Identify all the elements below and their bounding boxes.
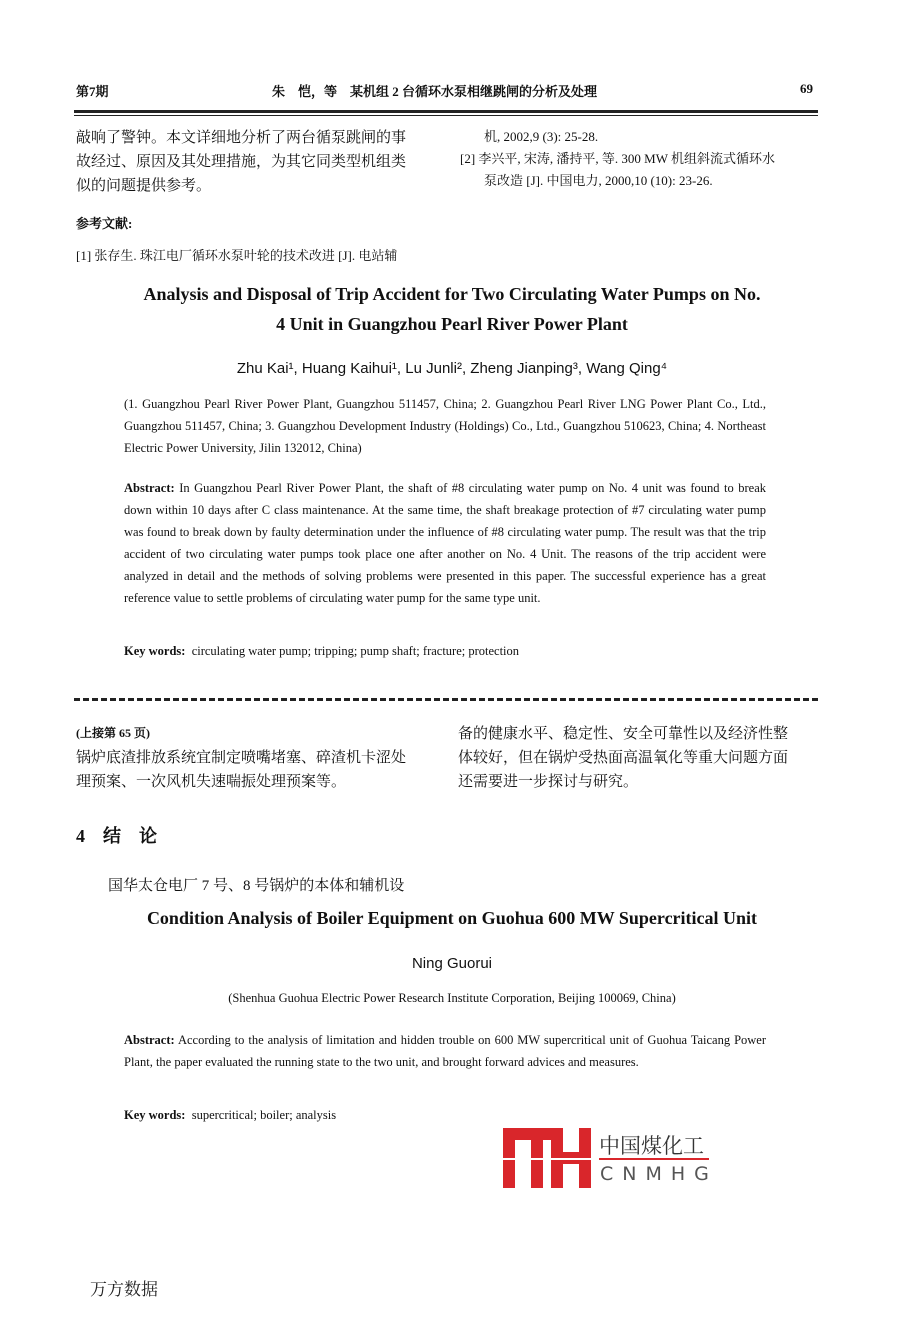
logo-en-text: CNMHG bbox=[600, 1163, 718, 1185]
middle-left-text bbox=[76, 746, 406, 794]
abstract-text: In Guangzhou Pearl River Power Plant, the shaft of #8 circulating water pump on No. 4 unit was found to break down within 10 days after C class maintenance. At the same time, the shaft breakage protection of #7 circulating water pump was found to break down by faulty determination under the influence of #8 circulating water pump. The result was that the trip accident of two circulating water pumps took place one after another on No. 4 Unit. The reasons of the trip accident were analyzed in detail and the methods of solving problems were presented in this paper. The successful experience has a great reference value to settle problems of circulating water pump for the same type unit. bbox=[124, 481, 766, 605]
text-line: 还需要进一步探讨与研究。 bbox=[458, 774, 639, 790]
header-rule-thin bbox=[74, 115, 818, 116]
text-line: 锅炉底渣排放系统宜制定喷嘴堵塞、碎渣机卡涩处 bbox=[76, 750, 407, 766]
abstract-text: According to the analysis of limitation and hidden trouble on 600 MW supercritical unit of Guohua Taicang Power Plant, the paper evaluated the running state to the two unit, and brought forward advices and measures. bbox=[124, 1033, 767, 1069]
watermark: 万方数据 bbox=[90, 1280, 158, 1300]
logo-mark-icon bbox=[503, 1128, 593, 1190]
text-line: 敲响了警钟。本文详细地分析了两台循泵跳闸的事 bbox=[76, 130, 407, 146]
issue-number: 第7期 bbox=[76, 84, 109, 99]
page-number: 69 bbox=[800, 81, 813, 96]
keywords-label: Key words: bbox=[124, 644, 186, 658]
logo-cn-text: 中国煤化工 bbox=[599, 1134, 704, 1158]
keywords-text: circulating water pump; tripping; pump shaft; fracture; protection bbox=[191, 644, 520, 658]
reference-2-cont: 泵改造 [J]. 中国电力, 2000,10 (10): 23-26. bbox=[484, 173, 713, 188]
keywords-label: Key words: bbox=[124, 1108, 186, 1122]
article1-authors: Zhu Kai¹, Huang Kaihui¹, Lu Junli², Zheng Jianping³, Wang Qing⁴ bbox=[236, 360, 668, 377]
cnmhg-logo bbox=[503, 1128, 718, 1190]
reference-1: [1] 张存生. 珠江电厂循环水泵叶轮的技术改进 [J]. 电站辅 bbox=[76, 248, 398, 263]
section-heading: 4 结 论 bbox=[76, 826, 157, 846]
article1-affiliations: (1. Guangzhou Pearl River Power Plant, Guangzhou 511457, China; 2. Guangzhou Pearl River LNG Power Plant Co., Ltd., Guangzhou 511457, China; 3. Guangzhou Development Industry (Holdings) Co., Ltd., Guangzhou 510623, China; 4. Northeast Electric Power University, Jilin 132012, China) bbox=[124, 397, 766, 455]
text-line: 体较好，但在锅炉受热面高温氧化等重大问题方面 bbox=[458, 750, 789, 766]
reference-1-cont: 机, 2002,9 (3): 25-28. bbox=[484, 129, 599, 144]
title-line: 4 Unit in Guangzhou Pearl River Power Plant bbox=[276, 314, 628, 334]
header-rule bbox=[74, 110, 818, 113]
text-line: 故经过、原因及其处理措施，为其它同类型机组类 bbox=[76, 154, 407, 170]
references-right bbox=[460, 126, 775, 192]
text-line: 似的问题提供参考。 bbox=[76, 178, 212, 194]
section-divider bbox=[74, 698, 818, 701]
keywords-text: supercritical; boiler; analysis bbox=[191, 1108, 337, 1122]
article2-keywords bbox=[124, 1104, 336, 1126]
article1-abstract bbox=[124, 477, 766, 609]
abstract-label: Abstract: bbox=[124, 481, 175, 495]
article1-title bbox=[0, 279, 904, 339]
article2-abstract bbox=[124, 1029, 766, 1073]
abstract-label: Abstract: bbox=[124, 1033, 175, 1047]
article2-affiliation: (Shenhua Guohua Electric Power Research Institute Corporation, Beijing 100069, China) bbox=[228, 991, 676, 1005]
intro-text bbox=[76, 126, 406, 198]
title-line: Analysis and Disposal of Trip Accident for Two Circulating Water Pumps on No. bbox=[143, 284, 761, 304]
article2-author: Ning Guorui bbox=[411, 955, 493, 972]
article1-keywords bbox=[124, 640, 519, 662]
middle-right-text bbox=[458, 722, 788, 794]
running-title: 朱 恺，等 某机组 2 台循环水泵相继跳闸的分析及处理 bbox=[272, 84, 598, 99]
logo-rule bbox=[599, 1158, 709, 1160]
references-heading: 参考文献: bbox=[76, 216, 133, 231]
text-line: 备的健康水平、稳定性、安全可靠性以及经济性整 bbox=[458, 726, 789, 742]
continued-note: (上接第 65 页) bbox=[76, 726, 150, 740]
conclusion-text: 国华太仓电厂 7 号、8 号锅炉的本体和辅机设 bbox=[108, 878, 405, 894]
text-line: 理预案、一次风机失速喘振处理预案等。 bbox=[76, 774, 347, 790]
article2-title: Condition Analysis of Boiler Equipment on Guohua 600 MW Supercritical Unit bbox=[146, 908, 758, 928]
reference-2: [2] 李兴平, 宋涛, 潘持平, 等. 300 MW 机组斜流式循环水 bbox=[460, 151, 776, 166]
